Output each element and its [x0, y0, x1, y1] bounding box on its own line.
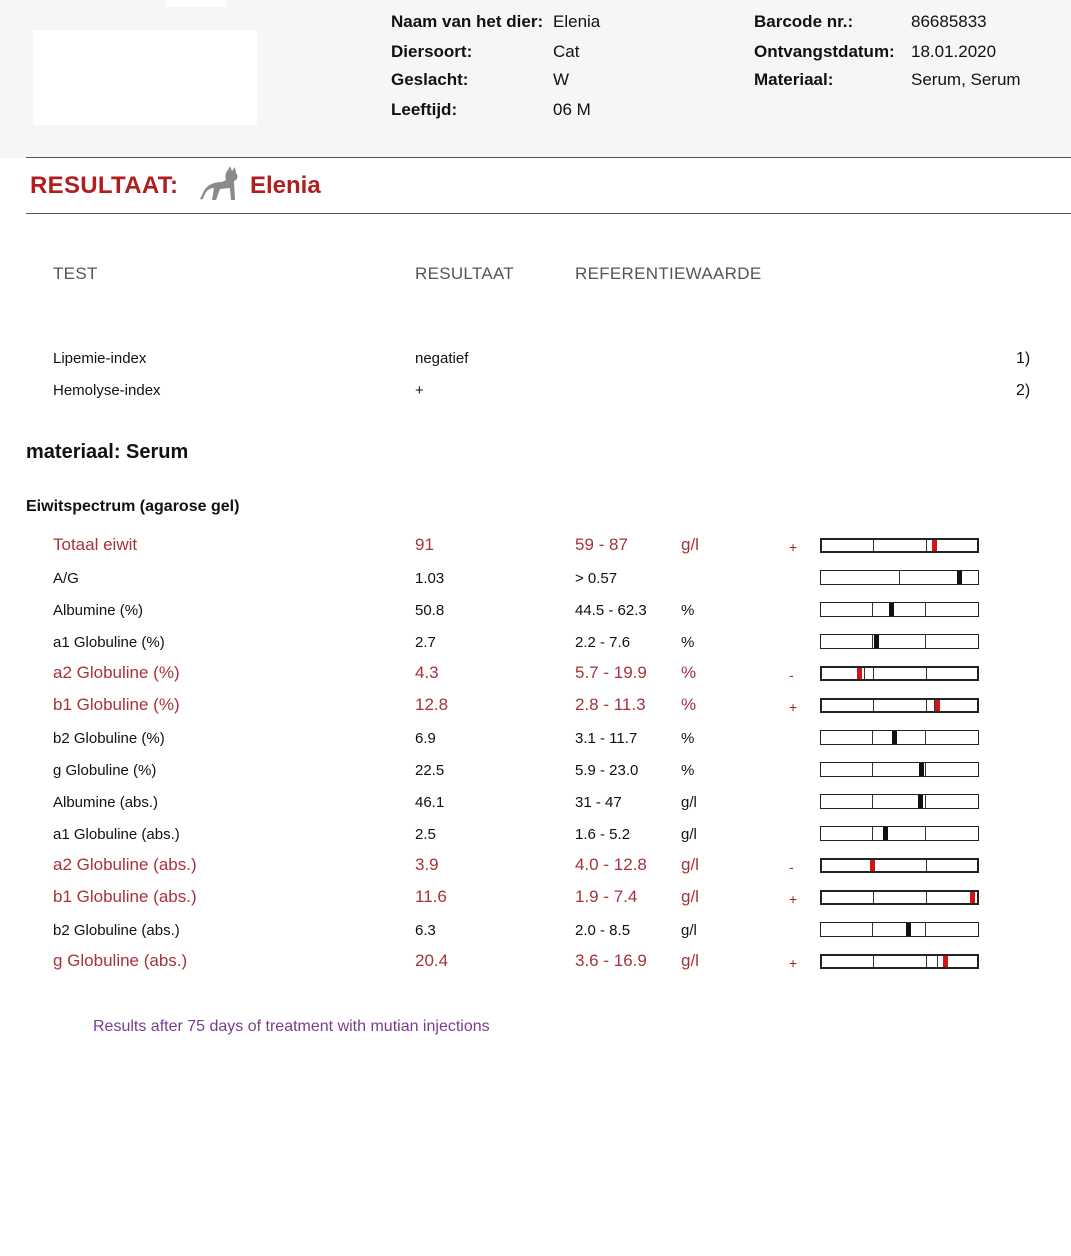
row-test-name: b1 Globuline (abs.) [53, 887, 197, 906]
row-reference-range: 2.2 - 7.6 [575, 634, 631, 651]
row-unit: g/l [681, 535, 699, 554]
range-bar-marker [857, 668, 862, 679]
result-divider [26, 213, 1071, 214]
range-bar-tick [925, 923, 926, 936]
range-bar [820, 666, 979, 681]
column-header-result: RESULTAAT [415, 264, 515, 283]
row-unit: % [681, 730, 695, 747]
row-reference-range: 1.9 - 7.4 [575, 887, 638, 906]
row-flag: + [789, 955, 798, 971]
index-test-hemolyse: Hemolyse-index [53, 382, 161, 399]
row-unit: % [681, 762, 695, 779]
row-test-name: g Globuline (%) [53, 762, 157, 779]
row-unit: g/l [681, 887, 699, 906]
range-bar [820, 698, 979, 713]
range-bar-tick [937, 956, 938, 967]
row-result-value: 2.7 [415, 634, 436, 651]
row-flag: + [789, 891, 798, 907]
row-reference-range: 3.6 - 16.9 [575, 951, 647, 970]
range-bar-tick [926, 668, 927, 679]
row-result-value: 91 [415, 535, 434, 554]
field-value-name: Elenia [553, 12, 601, 31]
range-bar [820, 538, 979, 553]
range-bar-tick [872, 923, 873, 936]
row-unit: % [681, 634, 695, 651]
range-bar-marker [935, 700, 940, 711]
row-test-name: Totaal eiwit [53, 535, 138, 554]
caption-note: Results after 75 days of treatment with mutian injections [93, 1018, 490, 1035]
field-label-name: Naam van het dier: [391, 12, 544, 31]
range-bar [820, 602, 979, 617]
row-test-name: Albumine (%) [53, 602, 144, 619]
row-test-name: b2 Globuline (%) [53, 730, 165, 747]
row-result-value: 46.1 [415, 794, 445, 811]
row-result-value: 11.6 [415, 887, 447, 906]
range-bar-marker [906, 923, 911, 936]
range-bar-tick [872, 635, 873, 648]
range-bar-marker [870, 860, 875, 871]
range-bar-tick [925, 603, 926, 616]
range-bar-marker [932, 540, 937, 551]
row-result-value: 6.9 [415, 730, 436, 747]
range-bar-tick [925, 763, 926, 776]
redacted-top-area [165, 0, 227, 7]
range-bar [820, 890, 979, 905]
material-heading: materiaal: Serum [26, 441, 189, 463]
column-header-reference: REFERENTIEWAARDE [575, 264, 762, 283]
row-flag: - [789, 859, 794, 875]
panel-heading: Eiwitspectrum (agarose gel) [26, 498, 240, 515]
index-result-lipemie: negatief [415, 350, 469, 367]
range-bar-tick [926, 956, 927, 967]
range-bar-tick [925, 827, 926, 840]
row-test-name: g Globuline (abs.) [53, 951, 188, 970]
row-flag: - [789, 667, 794, 683]
row-unit: g/l [681, 794, 697, 811]
row-result-value: 6.3 [415, 922, 436, 939]
field-label-sex: Geslacht: [391, 70, 469, 89]
range-bar-tick [872, 763, 873, 776]
row-test-name: a1 Globuline (%) [53, 634, 165, 651]
field-value-sex: W [553, 70, 570, 89]
field-value-age: 06 M [553, 100, 591, 119]
range-bar-marker [919, 763, 924, 776]
field-label-age: Leeftijd: [391, 100, 458, 119]
range-bar-marker [874, 635, 879, 648]
range-bar-marker [892, 731, 897, 744]
range-bar [820, 922, 979, 937]
index-note-hemolyse: 2) [1016, 382, 1031, 399]
row-unit: % [681, 695, 697, 714]
field-value-barcode: 86685833 [911, 12, 987, 31]
range-bar-tick [925, 731, 926, 744]
index-note-lipemie: 1) [1016, 350, 1031, 367]
cat-icon [198, 166, 242, 202]
row-result-value: 2.5 [415, 826, 436, 843]
range-bar-tick [926, 860, 927, 871]
row-reference-range: 2.0 - 8.5 [575, 922, 631, 939]
row-reference-range: 5.9 - 23.0 [575, 762, 639, 779]
row-result-value: 12.8 [415, 695, 449, 714]
range-bar-marker [918, 795, 923, 808]
row-result-value: 50.8 [415, 602, 445, 619]
row-unit: g/l [681, 951, 699, 970]
row-reference-range: 3.1 - 11.7 [575, 730, 638, 747]
range-bar-tick [926, 700, 927, 711]
field-label-material: Materiaal: [754, 70, 834, 89]
row-reference-range: 31 - 47 [575, 794, 622, 811]
range-bar-tick [872, 795, 873, 808]
range-bar [820, 634, 979, 649]
row-reference-range: 59 - 87 [575, 535, 628, 554]
row-result-value: 3.9 [415, 855, 439, 874]
range-bar-tick [864, 668, 865, 679]
row-reference-range: 5.7 - 19.9 [575, 663, 647, 682]
range-bar-marker [957, 571, 962, 584]
range-bar-marker [883, 827, 888, 840]
range-bar-tick [873, 668, 874, 679]
field-label-received: Ontvangstdatum: [754, 42, 895, 61]
range-bar [820, 730, 979, 745]
range-bar [820, 762, 979, 777]
row-reference-range: 2.8 - 11.3 [575, 695, 646, 714]
range-bar-marker [943, 956, 948, 967]
row-reference-range: 1.6 - 5.2 [575, 826, 631, 843]
column-header-test: TEST [53, 264, 98, 283]
row-result-value: 20.4 [415, 951, 449, 970]
range-bar [820, 826, 979, 841]
row-unit: g/l [681, 855, 699, 874]
row-unit: g/l [681, 826, 697, 843]
row-result-value: 1.03 [415, 570, 445, 587]
range-bar [820, 954, 979, 969]
row-flag: + [789, 539, 798, 555]
range-bar-tick [925, 635, 926, 648]
result-title: RESULTAAT: [30, 172, 179, 199]
row-test-name: a1 Globuline (abs.) [53, 826, 180, 843]
index-result-hemolyse: + [415, 382, 424, 399]
row-unit: % [681, 602, 695, 619]
field-value-species: Cat [553, 42, 580, 61]
row-test-name: a2 Globuline (%) [53, 663, 180, 682]
range-bar [820, 570, 979, 585]
redacted-logo-area [33, 30, 257, 125]
row-test-name: a2 Globuline (abs.) [53, 855, 197, 874]
index-test-lipemie: Lipemie-index [53, 350, 147, 367]
range-bar-tick [872, 603, 873, 616]
range-bar-tick [926, 892, 927, 903]
row-unit: g/l [681, 922, 697, 939]
field-label-barcode: Barcode nr.: [754, 12, 854, 31]
row-result-value: 4.3 [415, 663, 439, 682]
row-test-name: b1 Globuline (%) [53, 695, 180, 714]
row-test-name: Albumine (abs.) [53, 794, 159, 811]
row-reference-range: 4.0 - 12.8 [575, 855, 647, 874]
range-bar-tick [873, 540, 874, 551]
row-test-name: A/G [53, 570, 79, 587]
row-test-name: b2 Globuline (abs.) [53, 922, 180, 939]
row-reference-range: > 0.57 [575, 570, 618, 587]
range-bar-tick [872, 827, 873, 840]
range-bar-tick [899, 571, 900, 584]
row-result-value: 22.5 [415, 762, 445, 779]
field-label-species: Diersoort: [391, 42, 473, 61]
row-reference-range: 44.5 - 62.3 [575, 602, 647, 619]
result-animal-name: Elenia [250, 172, 321, 199]
range-bar-tick [926, 540, 927, 551]
header-divider [26, 157, 1071, 158]
field-value-material: Serum, Serum [911, 70, 1021, 89]
range-bar-marker [889, 603, 894, 616]
range-bar-tick [925, 795, 926, 808]
range-bar-tick [873, 892, 874, 903]
range-bar [820, 794, 979, 809]
row-unit: % [681, 663, 697, 682]
range-bar-tick [873, 956, 874, 967]
field-value-received: 18.01.2020 [911, 42, 997, 61]
range-bar-tick [872, 731, 873, 744]
row-flag: + [789, 699, 798, 715]
range-bar [820, 858, 979, 873]
range-bar-marker [970, 892, 975, 903]
range-bar-tick [873, 700, 874, 711]
